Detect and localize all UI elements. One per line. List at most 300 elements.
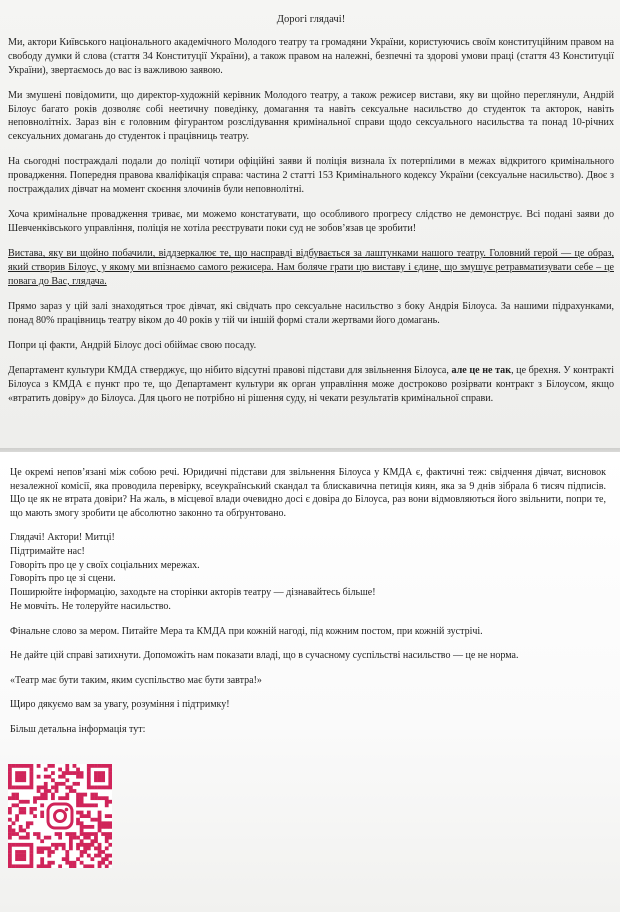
qr-module xyxy=(19,850,23,854)
qr-module xyxy=(51,793,55,797)
instagram-icon xyxy=(48,804,72,828)
qr-module xyxy=(8,857,12,861)
kmda-text-end: , це брехня. У контракті Білоуса з КМДА є пункт про те, що Департамент культури як орган управління може достроково розірвати контракт з Білоусом, якщо «втратить довіру» до Білоуса. Для цього не потрібно ні рішення суду, ні чекати результатів кримінальної справи. xyxy=(8,365,614,404)
qr-module xyxy=(37,832,41,836)
qr-module xyxy=(65,778,69,782)
qr-module xyxy=(30,775,34,779)
qr-module xyxy=(90,803,94,807)
qr-module xyxy=(19,836,23,840)
theatre-quote: «Театр має бути таким, яким суспільство має бути завтра!» xyxy=(10,674,262,686)
qr-module xyxy=(19,800,23,804)
qr-module xyxy=(108,821,112,825)
qr-module xyxy=(19,771,23,775)
qr-module xyxy=(101,778,105,782)
qr-module xyxy=(8,864,12,868)
qr-module xyxy=(105,800,109,804)
qr-module xyxy=(80,811,84,815)
letter-page-2 xyxy=(0,452,620,912)
qr-module xyxy=(12,796,16,800)
qr-module xyxy=(15,843,19,847)
qr-module xyxy=(44,768,48,772)
qr-module xyxy=(76,811,80,815)
qr-module xyxy=(12,864,16,868)
paragraph-kmda xyxy=(8,364,614,405)
letter-heading: Дорогі глядачі! xyxy=(276,14,346,25)
qr-module xyxy=(44,782,48,786)
qr-module xyxy=(108,854,112,858)
qr-module xyxy=(44,789,48,793)
qr-module xyxy=(30,786,34,790)
qr-module xyxy=(58,832,62,836)
qr-module xyxy=(15,864,19,868)
qr-module xyxy=(30,782,34,786)
qr-module xyxy=(26,764,30,768)
qr-module xyxy=(30,778,34,782)
qr-module xyxy=(40,796,44,800)
qr-module xyxy=(30,771,34,775)
qr-module xyxy=(12,821,16,825)
qr-module xyxy=(94,764,98,768)
qr-module xyxy=(108,825,112,829)
qr-module xyxy=(44,796,48,800)
paragraph-performance: Вистава, яку ви щойно побачили, віддзеркалює те, що насправді відбувається за лаштунками нашого театру. Головний герой — це образ, який створив Білоус, у якому ми впізнаємо самого режисера. Нам боляче грати цю виставу і єдине, що змушує ретравматизувати себе – це повага до Вас, глядача. xyxy=(8,248,614,287)
qr-module xyxy=(62,775,66,779)
qr-module xyxy=(19,764,23,768)
qr-module xyxy=(12,786,16,790)
qr-module xyxy=(108,771,112,775)
qr-module xyxy=(8,850,12,854)
qr-module xyxy=(58,843,62,847)
qr-module xyxy=(105,854,109,858)
qr-module xyxy=(80,814,84,818)
qr-module xyxy=(30,854,34,858)
qr-module xyxy=(37,864,41,868)
qr-module xyxy=(47,775,51,779)
qr-module xyxy=(40,861,44,865)
qr-module xyxy=(87,782,91,786)
call-line: Підтримайте нас! xyxy=(10,546,85,558)
qr-module xyxy=(26,786,30,790)
qr-module xyxy=(87,768,91,772)
qr-module xyxy=(51,771,55,775)
qr-module xyxy=(22,857,26,861)
qr-module xyxy=(98,778,102,782)
qr-module xyxy=(101,825,105,829)
qr-module xyxy=(30,821,34,825)
qr-module xyxy=(22,836,26,840)
paragraph-accusation: Ми змушені повідомити, що директор-художній керівник Молодого театру, а також режисер вистави, яку ви щойно переглянули, Андрій Білоус багато років дозволяє собі неетичну поведінку, домагання та навіть сексуальне насильство до студенток та акторок, навіть неповнолітніх. Зараз він є головним фігурантом розслідування кримінальної справи щодо сексуального насильства та понад 10-річних сексуальних домагань до студенток і працівниць театру. xyxy=(8,89,614,143)
qr-module xyxy=(15,832,19,836)
qr-module xyxy=(26,821,30,825)
qr-module xyxy=(12,803,16,807)
qr-module xyxy=(30,850,34,854)
qr-module xyxy=(30,857,34,861)
qr-module xyxy=(98,821,102,825)
qr-module xyxy=(62,796,66,800)
qr-module xyxy=(83,843,87,847)
qr-module xyxy=(30,861,34,865)
qr-module xyxy=(30,846,34,850)
qr-module xyxy=(55,789,59,793)
qr-module xyxy=(90,843,94,847)
qr-module xyxy=(47,854,51,858)
qr-module xyxy=(65,771,69,775)
qr-module xyxy=(73,789,77,793)
qr-module xyxy=(98,771,102,775)
qr-module xyxy=(108,843,112,847)
qr-module xyxy=(58,836,62,840)
qr-module xyxy=(15,775,19,779)
qr-module xyxy=(80,854,84,858)
qr-module xyxy=(44,775,48,779)
qr-module xyxy=(87,832,91,836)
qr-module xyxy=(98,829,102,833)
qr-module xyxy=(90,825,94,829)
qr-module xyxy=(8,829,12,833)
call-line: Глядачі! Актори! Митці! xyxy=(10,532,115,544)
qr-module xyxy=(87,775,91,779)
qr-module xyxy=(51,778,55,782)
qr-module xyxy=(94,832,98,836)
qr-module xyxy=(87,814,91,818)
qr-module xyxy=(98,811,102,815)
qr-module xyxy=(12,832,16,836)
qr-module xyxy=(8,764,12,768)
qr-module xyxy=(12,829,16,833)
qr-module xyxy=(69,864,73,868)
qr-module xyxy=(83,825,87,829)
qr-module xyxy=(94,836,98,840)
qr-module xyxy=(65,854,69,858)
qr-module xyxy=(8,818,12,822)
qr-module xyxy=(47,864,51,868)
qr-module xyxy=(90,857,94,861)
qr-module xyxy=(40,786,44,790)
qr-module xyxy=(98,814,102,818)
qr-module xyxy=(73,864,77,868)
qr-module xyxy=(108,786,112,790)
qr-module xyxy=(8,843,12,847)
qr-module xyxy=(30,864,34,868)
qr-module xyxy=(80,821,84,825)
qr-module xyxy=(8,778,12,782)
qr-module xyxy=(37,789,41,793)
qr-module xyxy=(80,850,84,854)
qr-module xyxy=(98,854,102,858)
qr-module xyxy=(98,775,102,779)
qr-module xyxy=(65,857,69,861)
qr-module xyxy=(108,775,112,779)
qr-module xyxy=(101,764,105,768)
qr-module xyxy=(33,832,37,836)
qr-module xyxy=(76,836,80,840)
qr-module xyxy=(15,778,19,782)
qr-module xyxy=(8,768,12,772)
qr-module xyxy=(76,821,80,825)
qr-module xyxy=(26,843,30,847)
qr-module xyxy=(22,864,26,868)
qr-module xyxy=(33,814,37,818)
qr-module xyxy=(19,857,23,861)
qr-module xyxy=(108,778,112,782)
qr-module xyxy=(22,807,26,811)
qr-code-graphic xyxy=(8,764,112,868)
qr-module xyxy=(15,857,19,861)
qr-module xyxy=(15,793,19,797)
qr-module xyxy=(62,782,66,786)
qr-module xyxy=(101,821,105,825)
qr-module xyxy=(94,786,98,790)
qr-module xyxy=(76,843,80,847)
qr-module xyxy=(22,764,26,768)
qr-module xyxy=(30,807,34,811)
qr-module xyxy=(33,807,37,811)
qr-module xyxy=(55,843,59,847)
qr-module xyxy=(73,836,77,840)
qr-module xyxy=(69,836,73,840)
qr-module xyxy=(58,768,62,772)
more-info-label: Більш детальна інформація тут: xyxy=(10,723,146,735)
qr-module xyxy=(51,861,55,865)
qr-module xyxy=(62,846,66,850)
qr-module xyxy=(8,786,12,790)
qr-module xyxy=(90,832,94,836)
qr-module xyxy=(98,843,102,847)
paragraph-silence: Не дайте цій справі затихнути. Допоможіть нам показати владі, що в сучасному суспільстві насильство — це не норма. xyxy=(10,650,519,662)
call-to-action-list xyxy=(10,531,606,613)
qr-module xyxy=(44,786,48,790)
qr-module xyxy=(94,771,98,775)
qr-module xyxy=(76,793,80,797)
qr-module xyxy=(90,786,94,790)
qr-module xyxy=(22,786,26,790)
qr-module xyxy=(15,803,19,807)
qr-module xyxy=(8,825,12,829)
qr-module xyxy=(80,800,84,804)
qr-module xyxy=(90,818,94,822)
qr-module xyxy=(105,821,109,825)
qr-module xyxy=(47,846,51,850)
qr-module xyxy=(19,811,23,815)
qr-module xyxy=(73,782,77,786)
qr-module xyxy=(98,796,102,800)
qr-module xyxy=(101,775,105,779)
qr-module xyxy=(108,832,112,836)
qr-module xyxy=(80,803,84,807)
qr-module xyxy=(55,782,59,786)
qr-module xyxy=(80,861,84,865)
qr-module xyxy=(37,764,41,768)
qr-module xyxy=(83,803,87,807)
qr-module xyxy=(69,786,73,790)
qr-module xyxy=(62,843,66,847)
paragraph-witnesses: Прямо зараз у цій залі знаходяться троє дівчат, які свідчать про сексуальне насильство з боку Андрія Білоуса. За нашими підрахунками, понад 80% працівниць театру віком до 40 років у тій чи іншій формі стали жертвами його домагань. xyxy=(8,300,614,326)
qr-module xyxy=(87,854,91,858)
qr-module xyxy=(8,846,12,850)
qr-module xyxy=(98,864,102,868)
call-line: Говоріть про це у своїх соціальних мережах. xyxy=(10,559,200,571)
qr-module xyxy=(15,850,19,854)
qr-module xyxy=(19,775,23,779)
qr-module xyxy=(98,846,102,850)
qr-module xyxy=(69,839,73,843)
qr-module xyxy=(51,764,55,768)
qr-module xyxy=(37,786,41,790)
qr-module xyxy=(87,803,91,807)
qr-module xyxy=(22,771,26,775)
qr-module xyxy=(98,825,102,829)
qr-module xyxy=(94,818,98,822)
qr-module xyxy=(76,768,80,772)
qr-module xyxy=(80,793,84,797)
qr-module xyxy=(76,771,80,775)
qr-module xyxy=(37,846,41,850)
qr-code[interactable] xyxy=(8,764,112,868)
qr-module xyxy=(105,814,109,818)
qr-module xyxy=(83,846,87,850)
qr-module xyxy=(80,839,84,843)
qr-module xyxy=(58,782,62,786)
qr-module xyxy=(105,803,109,807)
qr-module xyxy=(51,850,55,854)
qr-module xyxy=(98,786,102,790)
qr-module xyxy=(108,764,112,768)
qr-module xyxy=(101,861,105,865)
qr-module xyxy=(98,818,102,822)
qr-module xyxy=(22,800,26,804)
qr-module xyxy=(47,850,51,854)
qr-module xyxy=(94,839,98,843)
qr-module xyxy=(94,796,98,800)
qr-module xyxy=(90,796,94,800)
qr-module xyxy=(30,843,34,847)
qr-module xyxy=(69,832,73,836)
qr-module xyxy=(8,771,12,775)
qr-module xyxy=(65,786,69,790)
qr-module xyxy=(87,786,91,790)
qr-module xyxy=(40,839,44,843)
qr-module xyxy=(83,864,87,868)
qr-module xyxy=(80,832,84,836)
qr-module xyxy=(26,864,30,868)
qr-module xyxy=(87,843,91,847)
qr-module xyxy=(87,771,91,775)
qr-module xyxy=(8,775,12,779)
qr-module xyxy=(101,796,105,800)
qr-module xyxy=(87,846,91,850)
qr-module xyxy=(65,832,69,836)
qr-module xyxy=(73,861,77,865)
qr-module xyxy=(108,768,112,772)
qr-module xyxy=(40,857,44,861)
qr-module xyxy=(105,832,109,836)
qr-module xyxy=(8,836,12,840)
qr-module xyxy=(8,832,12,836)
call-line: Поширюйте інформацію, заходьте на сторінки акторів театру — дізнавайтесь більше! xyxy=(10,587,376,599)
qr-module xyxy=(73,832,77,836)
paragraph-grounds: Це окремі непов’язані між собою речі. Юридичні підстави для звільнення Білоуса у КМДА є, фактичні теж: свідчення дівчат, висновок незалежної комісії, яка проводила перевірку, всеукраїнський скандал та блискавична петиція киян, яка за 9 днів зібрала 6 тисяч підписів. Що це як не втрата довіри? На жаль, в місцевої влади очевидно досі є довіра до Білоуса, раз вони відмовляються його звільнити, попри те, що мають змогу зробити це абсолютно законно та обґрунтовано. xyxy=(10,467,606,519)
qr-module xyxy=(51,786,55,790)
qr-module xyxy=(80,825,84,829)
qr-module xyxy=(22,775,26,779)
paragraph-mayor: Фінальне слово за мером. Питайте Мера та КМДА при кожній нагоді, під кожним постом, при кожній зустрічі. xyxy=(10,625,483,637)
qr-module xyxy=(98,764,102,768)
qr-module xyxy=(62,857,66,861)
qr-module xyxy=(105,846,109,850)
qr-module xyxy=(101,786,105,790)
qr-module xyxy=(8,811,12,815)
qr-module xyxy=(58,775,62,779)
qr-module xyxy=(80,771,84,775)
qr-module xyxy=(12,793,16,797)
qr-module xyxy=(15,854,19,858)
qr-module xyxy=(22,843,26,847)
qr-module xyxy=(76,775,80,779)
qr-module xyxy=(40,846,44,850)
qr-module xyxy=(108,861,112,865)
qr-module xyxy=(44,864,48,868)
qr-module xyxy=(19,864,23,868)
qr-module xyxy=(12,764,16,768)
qr-module xyxy=(37,836,41,840)
kmda-text-bold: але це не так xyxy=(451,365,512,377)
qr-module xyxy=(8,854,12,858)
qr-module xyxy=(62,771,66,775)
qr-module xyxy=(65,768,69,772)
qr-module xyxy=(105,836,109,840)
qr-module xyxy=(108,782,112,786)
qr-module xyxy=(22,778,26,782)
paragraph-investigation: Хоча кримінальне провадження триває, ми можемо констатувати, що особливого прогресу слідство не демонструє. Всі подані заяви до Шевченківського управління, поліція не хотіла реєструвати поки суд не зобов’язав це зробити! xyxy=(8,209,614,234)
qr-module xyxy=(87,864,91,868)
qr-module xyxy=(105,796,109,800)
qr-module xyxy=(108,800,112,804)
qr-module xyxy=(108,836,112,840)
qr-module xyxy=(19,854,23,858)
qr-module xyxy=(51,796,55,800)
qr-module xyxy=(87,811,91,815)
qr-module xyxy=(80,796,84,800)
qr-module xyxy=(101,850,105,854)
qr-module xyxy=(30,811,34,815)
qr-module xyxy=(90,793,94,797)
qr-module xyxy=(40,814,44,818)
qr-module xyxy=(15,818,19,822)
qr-module xyxy=(76,796,80,800)
qr-module xyxy=(44,846,48,850)
qr-module xyxy=(105,825,109,829)
qr-module xyxy=(12,843,16,847)
qr-module xyxy=(87,764,91,768)
qr-module xyxy=(94,846,98,850)
call-line: Не мовчіть. Не толеруйте насильство. xyxy=(10,600,171,612)
qr-module xyxy=(55,846,59,850)
qr-module xyxy=(47,836,51,840)
qr-module xyxy=(73,771,77,775)
qr-module xyxy=(15,771,19,775)
qr-module xyxy=(90,839,94,843)
qr-module xyxy=(55,786,59,790)
qr-module xyxy=(40,850,44,854)
qr-module xyxy=(76,846,80,850)
qr-module xyxy=(40,811,44,815)
qr-module xyxy=(83,836,87,840)
qr-module xyxy=(58,796,62,800)
qr-module xyxy=(15,764,19,768)
qr-module xyxy=(101,832,105,836)
qr-module xyxy=(101,771,105,775)
qr-module xyxy=(26,800,30,804)
